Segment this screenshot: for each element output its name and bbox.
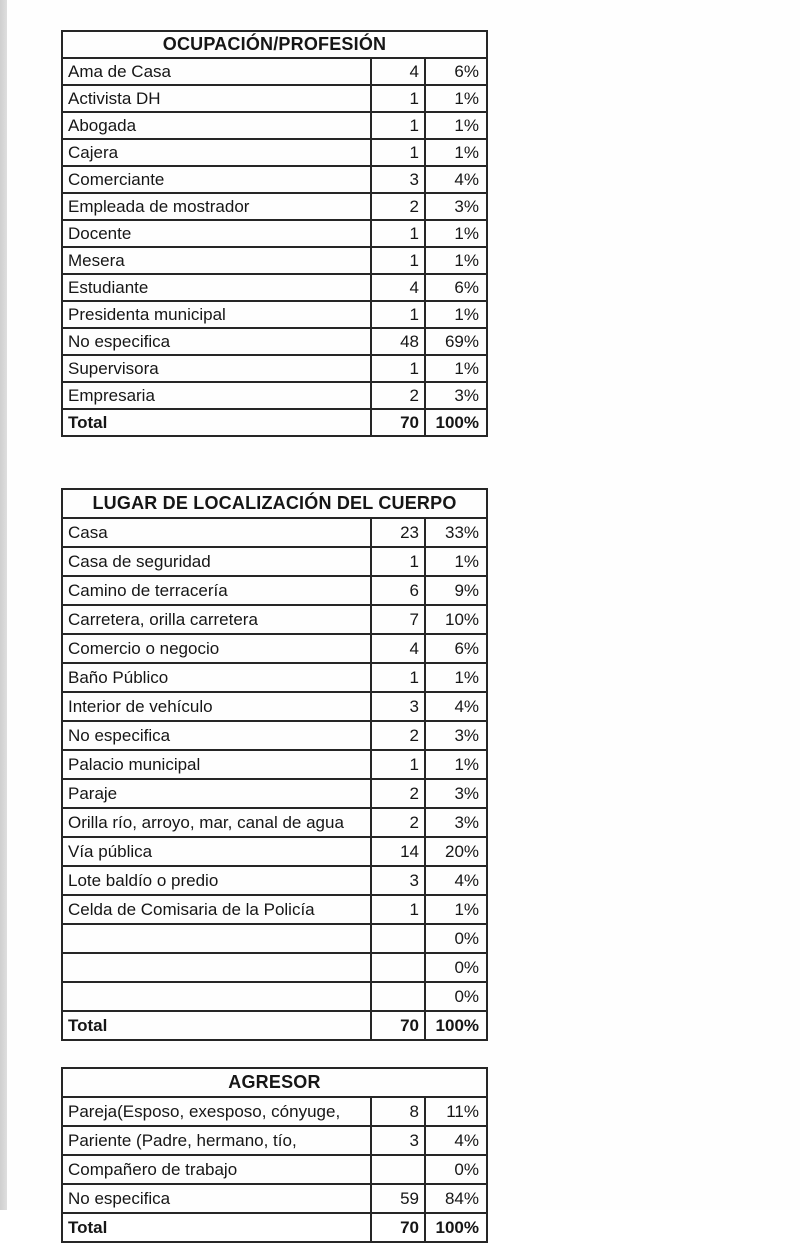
lugar-de-localizacion-del-cuerpo-label-cell: Palacio municipal — [62, 750, 371, 779]
table-row — [62, 866, 487, 895]
table-row — [62, 58, 487, 85]
table-row — [62, 634, 487, 663]
agresor-count-cell: 70 — [371, 1213, 425, 1242]
lugar-de-localizacion-del-cuerpo-label-cell: Interior de vehículo — [62, 692, 371, 721]
ocupacion-profesion-label-cell: Estudiante — [62, 274, 371, 301]
lugar-de-localizacion-del-cuerpo-label-cell: Paraje — [62, 779, 371, 808]
lugar-de-localizacion-del-cuerpo-count-cell: 2 — [371, 721, 425, 750]
ocupacion-profesion-percent-cell: 1% — [425, 220, 487, 247]
lugar-de-localizacion-del-cuerpo-label-cell: Comercio o negocio — [62, 634, 371, 663]
lugar-de-localizacion-del-cuerpo-count-cell: 1 — [371, 895, 425, 924]
ocupacion-profesion-label-cell: Comerciante — [62, 166, 371, 193]
ocupacion-profesion-count-cell: 1 — [371, 247, 425, 274]
agresor-label-cell: Total — [62, 1213, 371, 1242]
agresor-percent-cell: 0% — [425, 1155, 487, 1184]
lugar-de-localizacion-del-cuerpo-percent-cell: 1% — [425, 895, 487, 924]
agresor-percent-cell: 4% — [425, 1126, 487, 1155]
table-row — [62, 808, 487, 837]
lugar-de-localizacion-del-cuerpo-label-cell: Vía pública — [62, 837, 371, 866]
table-row — [62, 518, 487, 547]
lugar-de-localizacion-del-cuerpo-label-cell: Lote baldío o predio — [62, 866, 371, 895]
table-row — [62, 692, 487, 721]
ocupacion-profesion-label-cell: Empleada de mostrador — [62, 193, 371, 220]
table-row — [62, 247, 487, 274]
ocupacion-profesion-count-cell: 2 — [371, 193, 425, 220]
ocupacion-profesion-label-cell: Presidenta municipal — [62, 301, 371, 328]
agresor-label-cell: Compañero de trabajo — [62, 1155, 371, 1184]
table-row — [62, 547, 487, 576]
lugar-de-localizacion-del-cuerpo-label-cell: Camino de terracería — [62, 576, 371, 605]
table-row — [62, 721, 487, 750]
table-lugar-de-localizacion-del-cuerpo — [61, 488, 488, 1041]
ocupacion-profesion-count-cell: 1 — [371, 220, 425, 247]
table-row — [62, 1097, 487, 1126]
ocupacion-profesion-percent-cell: 1% — [425, 247, 487, 274]
total-row — [62, 1213, 487, 1242]
ocupacion-profesion-label-cell: Abogada — [62, 112, 371, 139]
table-title-row — [62, 31, 487, 58]
ocupacion-profesion-count-cell: 2 — [371, 382, 425, 409]
table-row — [62, 1184, 487, 1213]
ocupacion-profesion-percent-cell: 1% — [425, 85, 487, 112]
table-row — [62, 924, 487, 953]
ocupacion-profesion-label-cell: Supervisora — [62, 355, 371, 382]
table-row — [62, 112, 487, 139]
table-row — [62, 750, 487, 779]
table-row — [62, 166, 487, 193]
lugar-de-localizacion-del-cuerpo-percent-cell: 0% — [425, 953, 487, 982]
agresor-percent-cell: 100% — [425, 1213, 487, 1242]
ocupacion-profesion-label-cell: Total — [62, 409, 371, 436]
lugar-de-localizacion-del-cuerpo-label-cell — [62, 924, 371, 953]
table-agresor — [61, 1067, 488, 1243]
lugar-de-localizacion-del-cuerpo-label-cell: Orilla río, arroyo, mar, canal de agua — [62, 808, 371, 837]
ocupacion-profesion-count-cell: 3 — [371, 166, 425, 193]
table-title-row — [62, 489, 487, 518]
table-row — [62, 1155, 487, 1184]
table-title-agresor: AGRESOR — [62, 1068, 487, 1097]
lugar-de-localizacion-del-cuerpo-percent-cell: 4% — [425, 866, 487, 895]
ocupacion-profesion-percent-cell: 100% — [425, 409, 487, 436]
lugar-de-localizacion-del-cuerpo-label-cell: No especifica — [62, 721, 371, 750]
agresor-percent-cell: 84% — [425, 1184, 487, 1213]
table-title-row — [62, 1068, 487, 1097]
lugar-de-localizacion-del-cuerpo-percent-cell: 0% — [425, 924, 487, 953]
lugar-de-localizacion-del-cuerpo-percent-cell: 0% — [425, 982, 487, 1011]
lugar-de-localizacion-del-cuerpo-percent-cell: 3% — [425, 721, 487, 750]
lugar-de-localizacion-del-cuerpo-percent-cell: 1% — [425, 547, 487, 576]
tables-container — [61, 30, 486, 1243]
table-row — [62, 355, 487, 382]
ocupacion-profesion-percent-cell: 3% — [425, 193, 487, 220]
ocupacion-profesion-label-cell: Docente — [62, 220, 371, 247]
agresor-count-cell: 59 — [371, 1184, 425, 1213]
lugar-de-localizacion-del-cuerpo-percent-cell: 3% — [425, 808, 487, 837]
lugar-de-localizacion-del-cuerpo-count-cell: 14 — [371, 837, 425, 866]
ocupacion-profesion-percent-cell: 1% — [425, 355, 487, 382]
lugar-de-localizacion-del-cuerpo-count-cell — [371, 924, 425, 953]
table-row — [62, 139, 487, 166]
table-row — [62, 576, 487, 605]
table-row — [62, 779, 487, 808]
table-row — [62, 301, 487, 328]
lugar-de-localizacion-del-cuerpo-count-cell — [371, 953, 425, 982]
ocupacion-profesion-percent-cell: 1% — [425, 112, 487, 139]
agresor-label-cell: No especifica — [62, 1184, 371, 1213]
lugar-de-localizacion-del-cuerpo-count-cell: 3 — [371, 692, 425, 721]
table-row — [62, 193, 487, 220]
lugar-de-localizacion-del-cuerpo-label-cell: Carretera, orilla carretera — [62, 605, 371, 634]
lugar-de-localizacion-del-cuerpo-percent-cell: 20% — [425, 837, 487, 866]
ocupacion-profesion-count-cell: 4 — [371, 58, 425, 85]
agresor-percent-cell: 11% — [425, 1097, 487, 1126]
table-title-lugar-de-localizacion-del-cuerpo: LUGAR DE LOCALIZACIÓN DEL CUERPO — [62, 489, 487, 518]
lugar-de-localizacion-del-cuerpo-label-cell: Casa de seguridad — [62, 547, 371, 576]
lugar-de-localizacion-del-cuerpo-percent-cell: 33% — [425, 518, 487, 547]
lugar-de-localizacion-del-cuerpo-percent-cell: 3% — [425, 779, 487, 808]
agresor-count-cell — [371, 1155, 425, 1184]
ocupacion-profesion-count-cell: 1 — [371, 139, 425, 166]
table-ocupacion-profesion — [61, 30, 488, 437]
ocupacion-profesion-percent-cell: 1% — [425, 139, 487, 166]
ocupacion-profesion-count-cell: 1 — [371, 301, 425, 328]
lugar-de-localizacion-del-cuerpo-count-cell — [371, 982, 425, 1011]
table-row — [62, 605, 487, 634]
agresor-count-cell: 8 — [371, 1097, 425, 1126]
scan-edge-strip — [0, 0, 7, 1210]
ocupacion-profesion-count-cell: 1 — [371, 355, 425, 382]
lugar-de-localizacion-del-cuerpo-count-cell: 6 — [371, 576, 425, 605]
lugar-de-localizacion-del-cuerpo-count-cell: 23 — [371, 518, 425, 547]
total-row — [62, 409, 487, 436]
lugar-de-localizacion-del-cuerpo-percent-cell: 100% — [425, 1011, 487, 1040]
agresor-label-cell: Pareja(Esposo, exesposo, cónyuge, — [62, 1097, 371, 1126]
lugar-de-localizacion-del-cuerpo-count-cell: 7 — [371, 605, 425, 634]
table-title-ocupacion-profesion: OCUPACIÓN/PROFESIÓN — [62, 31, 487, 58]
ocupacion-profesion-percent-cell: 1% — [425, 301, 487, 328]
ocupacion-profesion-label-cell: Cajera — [62, 139, 371, 166]
table-row — [62, 1126, 487, 1155]
table-row — [62, 663, 487, 692]
lugar-de-localizacion-del-cuerpo-count-cell: 4 — [371, 634, 425, 663]
table-row — [62, 382, 487, 409]
table-row — [62, 895, 487, 924]
ocupacion-profesion-percent-cell: 4% — [425, 166, 487, 193]
ocupacion-profesion-count-cell: 1 — [371, 112, 425, 139]
lugar-de-localizacion-del-cuerpo-percent-cell: 4% — [425, 692, 487, 721]
agresor-label-cell: Pariente (Padre, hermano, tío, — [62, 1126, 371, 1155]
lugar-de-localizacion-del-cuerpo-label-cell — [62, 953, 371, 982]
lugar-de-localizacion-del-cuerpo-label-cell: Casa — [62, 518, 371, 547]
table-row — [62, 274, 487, 301]
ocupacion-profesion-label-cell: Mesera — [62, 247, 371, 274]
ocupacion-profesion-percent-cell: 69% — [425, 328, 487, 355]
table-row — [62, 328, 487, 355]
total-row — [62, 1011, 487, 1040]
lugar-de-localizacion-del-cuerpo-count-cell: 70 — [371, 1011, 425, 1040]
ocupacion-profesion-count-cell: 70 — [371, 409, 425, 436]
lugar-de-localizacion-del-cuerpo-percent-cell: 1% — [425, 750, 487, 779]
table-row — [62, 982, 487, 1011]
ocupacion-profesion-percent-cell: 6% — [425, 274, 487, 301]
lugar-de-localizacion-del-cuerpo-count-cell: 1 — [371, 750, 425, 779]
ocupacion-profesion-label-cell: Empresaria — [62, 382, 371, 409]
lugar-de-localizacion-del-cuerpo-label-cell — [62, 982, 371, 1011]
lugar-de-localizacion-del-cuerpo-label-cell: Baño Público — [62, 663, 371, 692]
ocupacion-profesion-percent-cell: 6% — [425, 58, 487, 85]
lugar-de-localizacion-del-cuerpo-count-cell: 2 — [371, 779, 425, 808]
ocupacion-profesion-label-cell: Activista DH — [62, 85, 371, 112]
lugar-de-localizacion-del-cuerpo-count-cell: 2 — [371, 808, 425, 837]
table-row — [62, 837, 487, 866]
table-row — [62, 220, 487, 247]
lugar-de-localizacion-del-cuerpo-label-cell: Celda de Comisaria de la Policía — [62, 895, 371, 924]
ocupacion-profesion-label-cell: Ama de Casa — [62, 58, 371, 85]
ocupacion-profesion-count-cell: 1 — [371, 85, 425, 112]
lugar-de-localizacion-del-cuerpo-percent-cell: 9% — [425, 576, 487, 605]
lugar-de-localizacion-del-cuerpo-label-cell: Total — [62, 1011, 371, 1040]
ocupacion-profesion-label-cell: No especifica — [62, 328, 371, 355]
ocupacion-profesion-count-cell: 4 — [371, 274, 425, 301]
agresor-count-cell: 3 — [371, 1126, 425, 1155]
lugar-de-localizacion-del-cuerpo-percent-cell: 6% — [425, 634, 487, 663]
lugar-de-localizacion-del-cuerpo-percent-cell: 1% — [425, 663, 487, 692]
ocupacion-profesion-percent-cell: 3% — [425, 382, 487, 409]
lugar-de-localizacion-del-cuerpo-count-cell: 1 — [371, 547, 425, 576]
lugar-de-localizacion-del-cuerpo-count-cell: 3 — [371, 866, 425, 895]
ocupacion-profesion-count-cell: 48 — [371, 328, 425, 355]
lugar-de-localizacion-del-cuerpo-count-cell: 1 — [371, 663, 425, 692]
lugar-de-localizacion-del-cuerpo-percent-cell: 10% — [425, 605, 487, 634]
table-row — [62, 85, 487, 112]
table-row — [62, 953, 487, 982]
